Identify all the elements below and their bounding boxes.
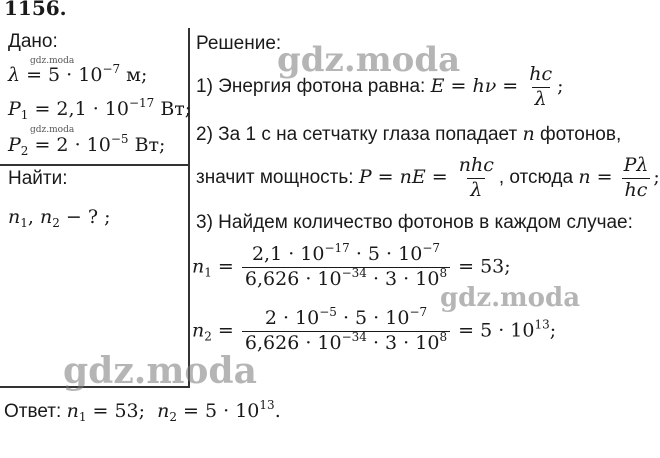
solution-step2a: 2) За 1 с на сетчатку глаза попадает n фотонов, (196, 123, 622, 145)
solution-header: Решение: (196, 33, 282, 54)
watermark-small-1: gdz.moda (30, 56, 75, 66)
divider-vertical (188, 28, 190, 386)
find-header: Найти: (8, 168, 68, 189)
given-header: Дано: (8, 31, 58, 52)
watermark-small-2: gdz.moda (30, 125, 75, 135)
problem-number: 1156. (4, 0, 67, 20)
given-lambda: $\lambda = 5 \cdot 10^{-7}$ м; (8, 62, 148, 86)
given-p1: $P_1 = 2,1 \cdot 10^{-17}$ Вт; (8, 96, 192, 122)
answer-line: Ответ: $n_1 = 53$; $n_2 = 5 \cdot 10^{13}$. (4, 398, 281, 424)
n1-calculation: $n_1$ = $\frac{2,1 \cdot 10^{-17} \cdot 5 \cdot 10^{-7}}{6,626 \cdot 10^{-34} \cdot 3 \cdot 10^8}$ = 53; (192, 241, 511, 290)
solution-step1: 1) Энергия фотона равна: E = hν = $\frac{hc}{\lambda}$ ; (196, 63, 564, 110)
watermark-top: gdz.moda (277, 40, 461, 80)
watermark-bottom: gdz.moda (63, 350, 257, 392)
n2-calculation: $n_2$ = $\frac{2 \cdot 10^{-5} \cdot 5 \cdot 10^{-7}}{6,626 \cdot 10^{-34} \cdot 3 \cdot 10^8}$ = $5 \cdot 10^{13}$; (192, 305, 557, 354)
solution-step2b: значит мощность: P = nE = $\frac{\text{nhc}}{\lambda}$ , отсюда n = $\frac{P\lambda}{hc}$ ; (196, 154, 660, 201)
solution-step3: 3) Найдем количество фотонов в каждом случае: (196, 212, 633, 233)
divider-given (0, 164, 190, 166)
find-unknowns: $n_1$, $n_2$ − ? ; (8, 206, 111, 230)
watermark-middle: gdz.moda (440, 283, 581, 313)
given-p2: $P_2 = 2 \cdot 10^{-5}$ Вт; (8, 132, 166, 158)
